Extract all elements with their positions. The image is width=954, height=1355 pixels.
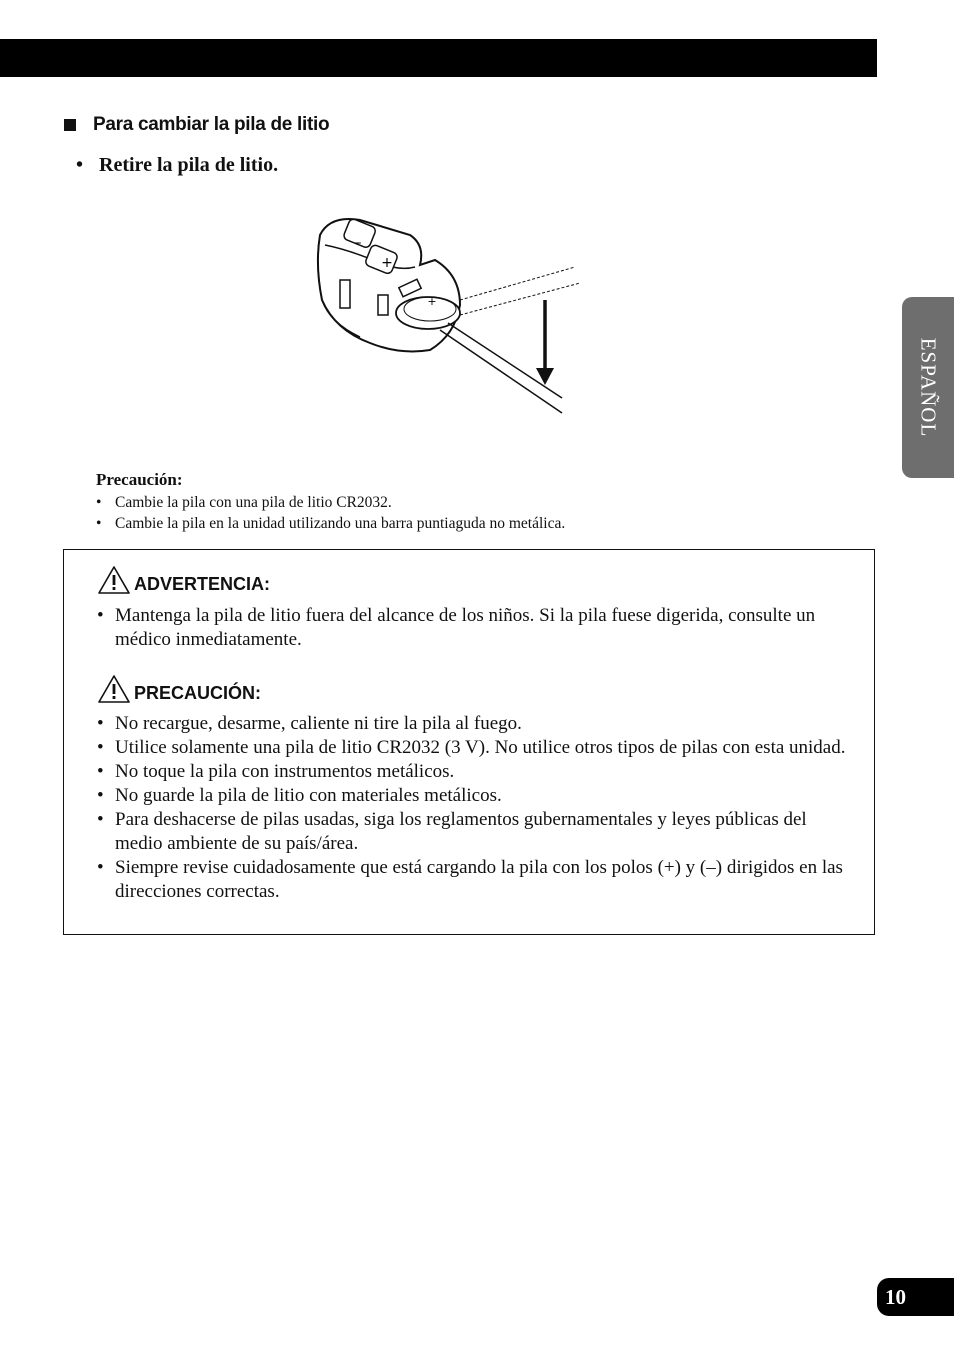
precaution-notes [96, 492, 565, 534]
bullet: • [96, 515, 102, 532]
remote-battery-illustration [300, 205, 590, 425]
section-heading-text: Para cambiar la pila de litio [93, 114, 330, 135]
bullet: • [97, 605, 104, 626]
list-item: • No guarde la pila de litio con materiales metálicos. [97, 785, 502, 806]
list-item: • Siempre revise cuidadosamente que está cargando la pila con los polos (+) y (–) dirigidos en las direcciones correctas. [97, 857, 843, 902]
list-item: • Cambie la pila en la unidad utilizando una barra puntiaguda no metálica. [96, 515, 566, 532]
black-square-icon [64, 119, 76, 131]
list-item: • Para deshacerse de pilas usadas, siga los reglamentos gubernamentales y leyes públicas del medio ambiente de su país/área. [97, 809, 807, 854]
bullet: • [97, 809, 104, 830]
step-bullet: • [76, 154, 84, 176]
list-item: • Utilice solamente una pila de litio CR2032 (3 V). No utilice otros tipos de pilas con esta unidad. [97, 737, 846, 758]
warning-triangle-icon [97, 674, 131, 704]
advertencia-list [97, 604, 857, 652]
section-heading [64, 114, 329, 136]
warning-triangle-icon [97, 565, 131, 595]
bullet: • [97, 857, 104, 878]
step-instruction [76, 154, 278, 177]
page-number: 10 [877, 1278, 954, 1316]
language-tab [902, 297, 954, 478]
advertencia-heading: ADVERTENCIA: [97, 565, 270, 595]
figure-plus: + [381, 255, 393, 271]
step-text: Retire la pila de litio. [99, 154, 279, 176]
figure-minus: – [354, 235, 362, 251]
battery-plus: + [427, 295, 437, 308]
precaution-label: Precaución: [96, 470, 183, 489]
list-item: • No toque la pila con instrumentos metálicos. [97, 761, 455, 782]
bullet: • [97, 785, 104, 806]
bullet: • [96, 494, 102, 511]
bullet: • [97, 737, 104, 758]
header-bar [0, 39, 877, 77]
bullet: • [97, 713, 104, 734]
list-item: • Mantenga la pila de litio fuera del alcance de los niños. Si la pila fuese digerida, consulte un médico inmediatamente. [97, 605, 816, 650]
language-tab-label: ESPAÑOL [916, 337, 941, 438]
precaucion-heading: PRECAUCIÓN: [97, 674, 261, 704]
list-item: • Cambie la pila con una pila de litio CR2032. [96, 494, 392, 511]
precaucion-list [97, 712, 857, 904]
list-item: • No recargue, desarme, caliente ni tire la pila al fuego. [97, 713, 522, 734]
bullet: • [97, 761, 104, 782]
warning-box [63, 549, 875, 935]
